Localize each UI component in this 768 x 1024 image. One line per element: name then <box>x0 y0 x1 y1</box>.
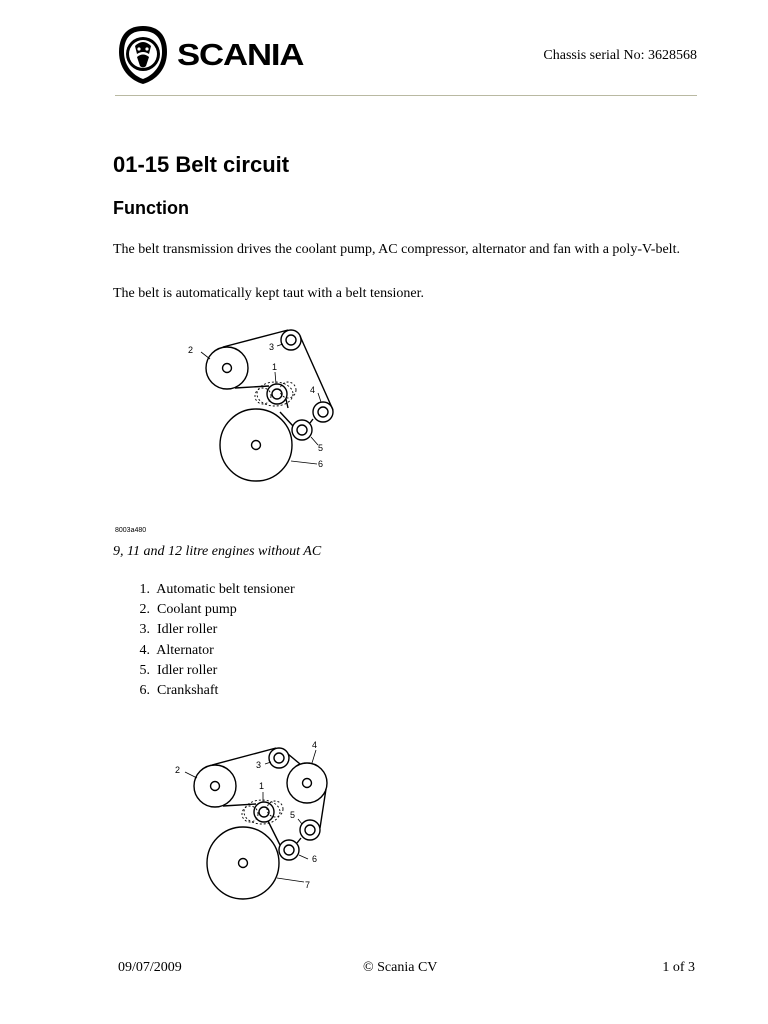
coolant-pump-pulley <box>194 765 236 807</box>
idler-roller-lower <box>292 420 312 440</box>
label-5: 5 <box>318 443 324 453</box>
chassis-serial: Chassis serial No: 3628568 <box>543 48 697 63</box>
tensioner-pulley <box>267 384 287 404</box>
label-3: 3 <box>256 760 262 770</box>
belt-segment <box>300 336 333 410</box>
list-text: Alternator <box>156 642 214 658</box>
crankshaft-pulley <box>220 409 292 481</box>
list-number: 1. <box>139 582 150 597</box>
belt-segment <box>268 821 280 845</box>
alternator-pulley <box>313 402 333 422</box>
belt-segment <box>235 386 269 388</box>
belt-segment <box>223 330 288 347</box>
belt-segment <box>310 419 313 423</box>
section-heading: Function <box>113 198 189 218</box>
label-6: 6 <box>318 459 324 469</box>
scania-logo <box>115 24 325 88</box>
list-text: Crankshaft <box>157 682 219 698</box>
header-divider <box>115 95 697 96</box>
label-2: 2 <box>188 345 194 355</box>
tensioner-pulley <box>254 802 274 822</box>
idler-roller-upper <box>281 330 301 350</box>
footer-date: 09/07/2009 <box>118 960 182 975</box>
idler-roller-lower <box>279 840 299 860</box>
footer-page-number: 1 of 3 <box>662 960 695 975</box>
label-1: 1 <box>272 362 278 372</box>
list-number: 3. <box>139 622 150 638</box>
alternator-pulley <box>300 820 320 840</box>
parts-list <box>113 580 295 701</box>
ac-compressor-pulley <box>287 763 327 803</box>
list-number: 5. <box>139 662 150 678</box>
list-item <box>113 641 295 661</box>
list-item <box>113 681 295 701</box>
label-7: 7 <box>305 880 311 890</box>
belt-segment <box>212 748 276 765</box>
label-4: 4 <box>310 385 316 395</box>
list-text: Idler roller <box>157 622 218 638</box>
list-number: 2. <box>139 602 150 618</box>
belt-segment <box>280 412 293 426</box>
belt-diagram-with-ac <box>160 732 360 907</box>
list-item <box>113 620 295 640</box>
label-1: 1 <box>259 781 265 791</box>
label-2: 2 <box>175 765 181 775</box>
coolant-pump-pulley <box>206 347 248 389</box>
list-item <box>113 661 295 681</box>
belt-segment <box>223 804 256 806</box>
label-3: 3 <box>269 342 275 352</box>
page-title: 01-15 Belt circuit <box>113 152 290 177</box>
list-text: Idler roller <box>157 662 218 678</box>
belt-segment <box>288 754 300 764</box>
belt-segment <box>297 838 301 843</box>
list-item <box>113 580 295 600</box>
footer-copyright: © Scania CV <box>363 960 438 975</box>
griffin-emblem-icon <box>115 24 171 86</box>
figure-caption: 9, 11 and 12 litre engines without AC <box>113 544 322 559</box>
belt-diagram-no-ac <box>170 322 370 492</box>
label-4: 4 <box>312 740 318 750</box>
paragraph-description: The belt transmission drives the coolant pump, AC compressor, alternator and fan with a poly-V-belt. <box>113 242 680 257</box>
figure-id: 8003a480 <box>115 527 147 534</box>
crankshaft-pulley <box>207 827 279 899</box>
label-6: 6 <box>312 854 318 864</box>
list-text: Automatic belt tensioner <box>156 582 295 597</box>
idler-roller-upper <box>269 748 289 768</box>
list-text: Coolant pump <box>157 602 237 618</box>
list-number: 6. <box>139 682 150 698</box>
list-number: 4. <box>139 642 150 658</box>
list-item <box>113 600 295 620</box>
page-header <box>115 22 697 96</box>
paragraph-tensioner: The belt is automatically kept taut with a belt tensioner. <box>113 286 425 301</box>
brand-wordmark: SCANIA <box>177 37 304 72</box>
label-5: 5 <box>290 810 296 820</box>
